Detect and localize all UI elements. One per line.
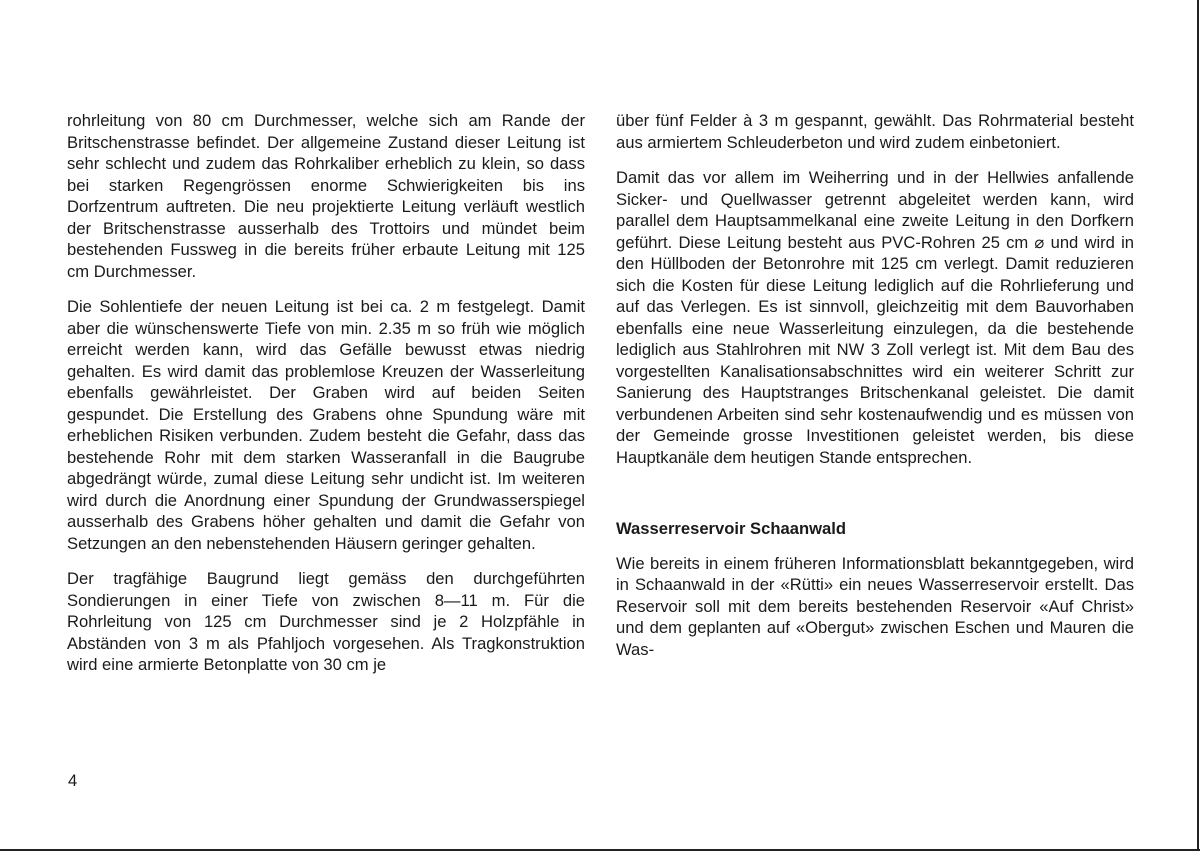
left-column [67, 110, 585, 690]
page-edge-right [1197, 0, 1199, 851]
paragraph-sickerwasser: Damit das vor allem im Weiherring und in der Hellwies anfallende Sicker- und Quellwasser getrennt abgeleitet werden kann, wird parallel dem Hauptsammelkanal eine zweite Leitung in den Dorfkern geführt. Diese Leitung besteht aus PVC-Rohren 25 cm ⌀ und wird in den Hüllboden der Betonrohre mit 125 cm verlegt. Damit reduzieren sich die Kosten für diese Leitung lediglich auf die Rohrlieferung und auf das Verlegen. Es ist sinnvoll, gleichzeitig mit dem Bauvorhaben ebenfalls eine neue Wasserleitung einzulegen, da die bestehende lediglich aus Stahlrohren mit NW 3 Zoll verlegt ist. Mit dem Bau des vorgestellten Kanalisationsabschnittes wird ein weiterer Schritt zur Sanierung des Hauptstranges Britschenkanal geleistet. Die damit verbundenen Arbeiten sind sehr kostenaufwendig und es müssen von der Gemeinde grosse Investitionen geleistet werden, bis diese Hauptkanäle dem heutigen Stande entsprechen. [616, 168, 1134, 467]
section-spacer [616, 482, 1134, 518]
right-column [616, 110, 1134, 674]
paragraph-baugrund: Der tragfähige Baugrund liegt gemäss den durchgeführten Sondierungen in einer Tiefe von zwischen 8—11 m. Für die Rohrleitung von 125 cm Durchmesser sind je 2 Holzpfähle in Abständen von 3 m als Pfahljoch vorgesehen. Als Tragkonstruktion wird eine armierte Betonplatte von 30 cm je [67, 569, 585, 674]
paragraph-reservoir: Wie bereits in einem früheren Informationsblatt bekanntgegeben, wird in Schaanwald in der «Rütti» ein neues Wasserreservoir erstellt. Das Reservoir soll mit dem bereits bestehenden Reservoir «Auf Christ» und dem geplanten auf «Obergut» zwischen Eschen und Mauren die Was- [616, 553, 1134, 659]
paragraph-sohlentiefe: Die Sohlentiefe der neuen Leitung ist bei ca. 2 m festgelegt. Damit aber die wünschenswerte Tiefe von min. 2.35 m so früh wie möglich erreicht werden kann, wird das Gefälle bewusst etwas niedrig gehalten. Es wird damit das problemlose Kreuzen der Wasserleitung ebenfalls gewährleistet. Der Graben wird auf beiden Seiten gespundet. Die Erstellung des Grabens ohne Spundung wäre mit erheblichen Risiken verbunden. Zudem besteht die Gefahr, dass das bestehende Rohr mit dem starken Wasseranfall in die Baugrube abgedrängt würde, zumal diese Leitung sehr undicht ist. Im weiteren wird durch die Anordnung einer Spundung der Grundwasserspiegel ausserhalb des Grabens höher gehalten und damit die Gefahr von Setzungen an den nebenstehenden Häusern geringer gehalten. [67, 297, 585, 553]
page-number: 4 [68, 771, 78, 790]
paragraph-rohrmaterial: über fünf Felder à 3 m gespannt, gewählt. Das Rohrmaterial besteht aus armiertem Schleuderbeton und wird zudem einbetoniert. [616, 111, 1134, 152]
section-heading-wasserreservoir: Wasserreservoir Schaanwald [616, 519, 846, 538]
paragraph-rohrleitung: rohrleitung von 80 cm Durchmesser, welche sich am Rande der Britschenstrasse befindet. Der allgemeine Zustand dieser Leitung ist sehr schlecht und zudem das Rohrkaliber erheblich zu klein, so dass bei starken Regengrössen enorme Schwierigkeiten bis ins Dorfzentrum auftreten. Die neu projektierte Leitung verläuft westlich der Britschenstrasse ausserhalb des Trottoirs und mündet beim bestehenden Fussweg in die bereits früher erbaute Leitung mit 125 cm Durchmesser. [67, 111, 585, 281]
